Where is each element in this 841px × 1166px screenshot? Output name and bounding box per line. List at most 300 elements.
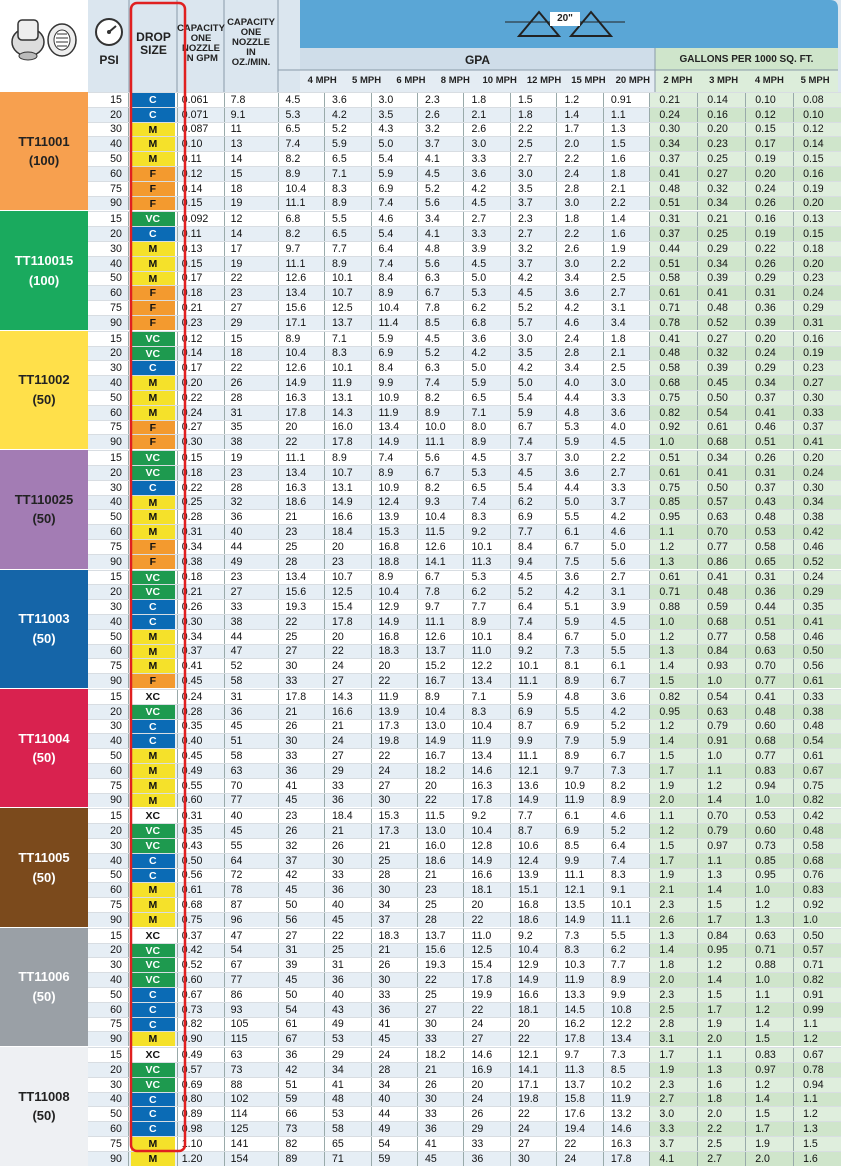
gpa-cell: 8.2 — [417, 481, 463, 495]
gpa-cell: 4.4 — [556, 391, 602, 405]
gpa-cell: 6.2 — [463, 585, 509, 599]
drop-size-badge: M — [131, 883, 175, 897]
drop-size-badge: C — [131, 93, 175, 107]
psi-cell: 90 — [88, 1152, 129, 1166]
gpa-cell: 4.6 — [371, 212, 417, 226]
gpa-cell: 19.3 — [278, 600, 324, 614]
oz-cell: 63 — [224, 1048, 278, 1062]
psi-cell: 50 — [88, 630, 129, 644]
nozzle-group — [0, 928, 841, 1046]
gpa-cell: 9.9 — [510, 734, 556, 748]
table-row — [88, 763, 841, 778]
gpa-cell: 9.9 — [556, 854, 602, 868]
gpa-cell: 34 — [324, 1063, 370, 1077]
table-row — [88, 808, 841, 823]
gpa-cell: 10.9 — [556, 779, 602, 793]
psi-cell: 60 — [88, 1122, 129, 1136]
drop-size-badge: M — [131, 630, 175, 644]
gal1000-cell: 0.58 — [793, 839, 841, 853]
gpa-cell: 16.7 — [417, 674, 463, 688]
gpa-cell: 5.0 — [556, 496, 602, 510]
gpa-cell: 58 — [324, 1122, 370, 1136]
gpm-cell: 0.24 — [177, 690, 224, 704]
drop-size-cell — [129, 376, 177, 390]
gpa-cell: 1.9 — [603, 242, 649, 256]
gpa-cell: 3.6 — [556, 286, 602, 300]
drop-size-cell — [129, 659, 177, 673]
gpa-cell: 5.6 — [603, 555, 649, 569]
gpa-cell: 8.4 — [371, 361, 417, 375]
gpa-cell: 41 — [371, 1018, 417, 1032]
gpa-cell: 40 — [324, 988, 370, 1002]
drop-size-badge: VC — [131, 347, 175, 361]
gpa-cell: 32 — [278, 839, 324, 853]
gpa-cell: 5.9 — [510, 690, 556, 704]
psi-cell: 15 — [88, 929, 129, 943]
gal1000-cell: 0.41 — [793, 435, 841, 449]
gal1000-cell: 0.42 — [793, 525, 841, 539]
gpa-cell: 22 — [278, 435, 324, 449]
gpa-cell: 14.9 — [278, 376, 324, 390]
gpa-cell: 22 — [463, 913, 509, 927]
gpa-cell: 12.6 — [278, 272, 324, 286]
gpa-cell: 6.5 — [278, 123, 324, 137]
gpa-cell: 5.9 — [510, 406, 556, 420]
gpa-cell: 20 — [417, 779, 463, 793]
gpa-cell: 16.8 — [371, 540, 417, 554]
gal1000-cell: 0.39 — [745, 316, 793, 330]
gpm-cell: 0.22 — [177, 391, 224, 405]
drop-size-cell — [129, 1063, 177, 1077]
gal1000-cell: 1.5 — [649, 674, 697, 688]
psi-cell: 75 — [88, 540, 129, 554]
drop-size-cell — [129, 958, 177, 972]
gpa-cell: 12.9 — [510, 958, 556, 972]
gal1000-cell: 0.32 — [697, 182, 745, 196]
gpa-cell: 11.9 — [324, 376, 370, 390]
table-row — [88, 570, 841, 585]
gal1000-cell: 0.21 — [697, 212, 745, 226]
gpa-cell: 4.5 — [603, 435, 649, 449]
table-row — [88, 912, 841, 927]
gal1000-cell: 0.20 — [745, 167, 793, 181]
psi-cell: 15 — [88, 690, 129, 704]
nozzle-label — [0, 689, 88, 807]
gpa-cell: 10.1 — [324, 361, 370, 375]
psi-cell: 30 — [88, 361, 129, 375]
gpa-cell: 10.3 — [556, 958, 602, 972]
drop-size-badge: M — [131, 898, 175, 912]
psi-cell: 30 — [88, 958, 129, 972]
gpa-cell: 8.2 — [278, 227, 324, 241]
table-row — [88, 226, 841, 241]
gal1000-cell: 0.16 — [793, 167, 841, 181]
gal1000-cell: 0.52 — [793, 555, 841, 569]
gal1000-cell: 1.0 — [697, 749, 745, 763]
gpa-cell: 8.0 — [463, 421, 509, 435]
gpa-cell: 17.8 — [556, 1032, 602, 1046]
oz-cell: 38 — [224, 435, 278, 449]
gpa-cell: 3.9 — [463, 242, 509, 256]
nozzle-tip-icon — [6, 10, 82, 66]
gpa-cell: 6.1 — [556, 809, 602, 823]
gpa-cell: 1.2 — [556, 93, 602, 107]
table-row — [88, 450, 841, 465]
gpa-cell: 41 — [417, 1137, 463, 1151]
gpa-cell: 6.7 — [556, 630, 602, 644]
gpa-cell: 4.5 — [603, 615, 649, 629]
oz-cell: 105 — [224, 1018, 278, 1032]
gpa-cell: 3.0 — [510, 332, 556, 346]
gal1000-cell: 1.5 — [745, 1032, 793, 1046]
gal1000-cell: 0.33 — [793, 690, 841, 704]
drop-size-cell — [129, 421, 177, 435]
gpa-cell: 13.2 — [603, 1107, 649, 1121]
gal1000-cell: 0.68 — [697, 435, 745, 449]
drop-size-badge: VC — [131, 705, 175, 719]
gpa-cell: 6.4 — [371, 242, 417, 256]
drop-size-cell — [129, 1122, 177, 1136]
oz-cell: 78 — [224, 883, 278, 897]
gal1000-cell: 0.67 — [793, 764, 841, 778]
oz-cell: 22 — [224, 361, 278, 375]
gpa-cell: 25 — [417, 988, 463, 1002]
gpa-cell: 27 — [417, 1003, 463, 1017]
drop-size-badge: M — [131, 749, 175, 763]
table-row — [88, 673, 841, 688]
table-row — [88, 957, 841, 972]
gal1000-cell: 0.41 — [745, 406, 793, 420]
table-row — [88, 644, 841, 659]
gpa-cell: 9.7 — [278, 242, 324, 256]
gal1000-cell: 0.20 — [697, 123, 745, 137]
gpm-cell: 0.31 — [177, 809, 224, 823]
gal1000-cell: 1.7 — [697, 1003, 745, 1017]
gpa-cell: 18.8 — [371, 555, 417, 569]
gal1000-cell: 1.0 — [649, 435, 697, 449]
gal1000-cell: 1.8 — [697, 1093, 745, 1107]
psi-cell: 90 — [88, 794, 129, 808]
oz-cell: 77 — [224, 973, 278, 987]
table-row — [88, 972, 841, 987]
gal1000-cell: 0.58 — [649, 361, 697, 375]
psi-cell: 90 — [88, 913, 129, 927]
gpa-cell: 8.9 — [324, 197, 370, 211]
drop-size-badge: VC — [131, 1063, 175, 1077]
gpa-cell: 3.0 — [371, 93, 417, 107]
capacity-gpm-header: CAPACITY ONE NOZZLE IN GPM — [177, 23, 225, 64]
gal1000-cell: 1.1 — [697, 854, 745, 868]
gpa-cell: 9.7 — [556, 1048, 602, 1062]
gpa-cell: 11.9 — [463, 734, 509, 748]
gpa-cell: 21 — [417, 1063, 463, 1077]
gpm-cell: 0.34 — [177, 630, 224, 644]
gpa-cell: 66 — [278, 1107, 324, 1121]
gpa-cell: 33 — [278, 749, 324, 763]
drop-size-badge: M — [131, 152, 175, 166]
gpa-speed-header: 10 MPH — [482, 75, 517, 87]
gpa-cell: 15.6 — [417, 944, 463, 958]
gal1000-cell: 1.1 — [649, 525, 697, 539]
drop-size-badge: F — [131, 435, 175, 449]
gpm-cell: 0.98 — [177, 1122, 224, 1136]
gpa-cell: 1.7 — [556, 123, 602, 137]
gal1000-cell: 1.5 — [649, 749, 697, 763]
gpa-cell: 18.1 — [510, 1003, 556, 1017]
gpa-cell: 22 — [324, 645, 370, 659]
gal1000-cell: 0.21 — [649, 93, 697, 107]
gal1000-cell: 0.91 — [697, 734, 745, 748]
psi-cell: 75 — [88, 659, 129, 673]
gpa-cell: 18.3 — [371, 645, 417, 659]
gpa-cell: 6.9 — [371, 347, 417, 361]
gal1000-cell: 0.31 — [745, 286, 793, 300]
psi-cell: 50 — [88, 749, 129, 763]
drop-size-badge: F — [131, 182, 175, 196]
drop-size-cell — [129, 286, 177, 300]
gpa-cell: 2.2 — [603, 257, 649, 271]
gpa-cell: 8.7 — [510, 824, 556, 838]
gpm-cell: 0.35 — [177, 720, 224, 734]
drop-size-badge: F — [131, 316, 175, 330]
gpa-cell: 6.7 — [603, 749, 649, 763]
gpa-cell: 14.9 — [556, 913, 602, 927]
gpa-cell: 15.6 — [278, 585, 324, 599]
gpa-cell: 5.7 — [510, 316, 556, 330]
gal1000-cell: 0.60 — [745, 720, 793, 734]
nozzle-mesh: (100) — [28, 272, 60, 288]
gpa-cell: 3.3 — [603, 391, 649, 405]
gal1000-cell: 0.14 — [793, 137, 841, 151]
table-row — [88, 1106, 841, 1121]
gpa-cell: 3.0 — [603, 376, 649, 390]
gpa-cell: 16.3 — [278, 391, 324, 405]
gal1000-cell: 0.36 — [745, 301, 793, 315]
gpa-cell: 5.0 — [371, 137, 417, 151]
oz-cell: 102 — [224, 1093, 278, 1107]
gal1000-cell: 0.63 — [697, 705, 745, 719]
psi-cell: 40 — [88, 734, 129, 748]
gal1000-cell: 0.19 — [793, 347, 841, 361]
gal1000-cell: 0.77 — [745, 674, 793, 688]
gpa-cell: 22 — [510, 1032, 556, 1046]
gpa-cell: 5.5 — [324, 212, 370, 226]
drop-size-badge: C — [131, 615, 175, 629]
gpa-cell: 2.1 — [463, 108, 509, 122]
gpa-speed-header: 5 MPH — [352, 75, 382, 87]
gal1000-cell: 1.2 — [649, 720, 697, 734]
gpa-cell: 16.3 — [603, 1137, 649, 1151]
drop-size-cell — [129, 674, 177, 688]
gpa-cell: 16.7 — [417, 749, 463, 763]
gpa-cell: 4.2 — [510, 272, 556, 286]
gpm-cell: 0.31 — [177, 525, 224, 539]
drop-size-cell — [129, 734, 177, 748]
drop-size-badge: M — [131, 137, 175, 151]
gal1000-cell: 0.30 — [793, 391, 841, 405]
gal1000-cell: 2.0 — [697, 1107, 745, 1121]
gpa-cell: 22 — [510, 1107, 556, 1121]
gpa-cell: 42 — [278, 1063, 324, 1077]
psi-cell: 15 — [88, 212, 129, 226]
gpa-cell: 10.4 — [510, 944, 556, 958]
table-row — [88, 823, 841, 838]
drop-size-cell — [129, 212, 177, 226]
gpa-cell: 3.7 — [417, 137, 463, 151]
psi-cell: 20 — [88, 108, 129, 122]
gpa-cell: 8.7 — [510, 720, 556, 734]
gal1000-cell: 0.94 — [793, 1078, 841, 1092]
gpa-cell: 9.3 — [417, 496, 463, 510]
gal1000-cell: 0.61 — [649, 466, 697, 480]
table-row — [88, 928, 841, 943]
gal1000-cell: 0.79 — [697, 720, 745, 734]
gal1000-cell: 0.19 — [745, 152, 793, 166]
psi-cell: 20 — [88, 585, 129, 599]
gpa-cell: 14.9 — [510, 973, 556, 987]
psi-cell: 75 — [88, 1137, 129, 1151]
drop-size-cell — [129, 764, 177, 778]
gal1000-cell: 0.95 — [745, 869, 793, 883]
gpa-cell: 10.4 — [371, 301, 417, 315]
gpa-cell: 16.6 — [324, 705, 370, 719]
drop-size-cell — [129, 720, 177, 734]
gpm-cell: 0.30 — [177, 615, 224, 629]
gal1000-cell: 1.7 — [745, 1122, 793, 1136]
gpa-cell: 15.4 — [463, 958, 509, 972]
gpa-cell: 1.5 — [510, 93, 556, 107]
gal-speed-header: 4 MPH — [754, 75, 784, 87]
gpa-cell: 41 — [324, 1078, 370, 1092]
table-row — [88, 1062, 841, 1077]
psi-cell: 50 — [88, 869, 129, 883]
gpa-cell: 26 — [417, 1078, 463, 1092]
psi-cell: 60 — [88, 525, 129, 539]
gpa-cell: 16.9 — [463, 1063, 509, 1077]
gpa-cell: 9.2 — [463, 525, 509, 539]
drop-size-badge: M — [131, 645, 175, 659]
gpa-cell: 37 — [278, 854, 324, 868]
gpa-cell: 34 — [371, 898, 417, 912]
gal1000-cell: 0.63 — [697, 510, 745, 524]
gpa-cell: 8.9 — [463, 615, 509, 629]
gpa-cell: 11.1 — [278, 257, 324, 271]
gpm-cell: 0.73 — [177, 1003, 224, 1017]
drop-size-badge: C — [131, 481, 175, 495]
gpa-cell: 9.2 — [510, 929, 556, 943]
gpa-cell: 6.1 — [603, 659, 649, 673]
oz-cell: 115 — [224, 1032, 278, 1046]
gpa-cell: 8.9 — [371, 286, 417, 300]
gal1000-cell: 0.68 — [793, 854, 841, 868]
gal1000-cell: 0.97 — [745, 1063, 793, 1077]
gal1000-cell: 0.95 — [697, 944, 745, 958]
gpa-cell: 3.3 — [463, 152, 509, 166]
gpa-cell: 2.4 — [556, 332, 602, 346]
gpa-cell: 8.9 — [324, 451, 370, 465]
gpa-cell: 11.1 — [556, 869, 602, 883]
drop-size-badge: M — [131, 391, 175, 405]
drop-size-badge: VC — [131, 466, 175, 480]
gpa-cell: 6.5 — [463, 391, 509, 405]
gpm-cell: 0.24 — [177, 406, 224, 420]
gal1000-cell: 0.61 — [793, 749, 841, 763]
gpa-cell: 11.1 — [603, 913, 649, 927]
oz-cell: 154 — [224, 1152, 278, 1166]
gpa-cell: 24 — [324, 734, 370, 748]
psi-cell: 50 — [88, 988, 129, 1002]
gpa-cell: 7.1 — [463, 690, 509, 704]
drop-size-badge: F — [131, 197, 175, 211]
gal1000-cell: 0.29 — [697, 242, 745, 256]
gal1000-cell: 0.50 — [793, 645, 841, 659]
gpa-cell: 4.5 — [510, 466, 556, 480]
gal1000-cell: 1.3 — [649, 929, 697, 943]
drop-size-header: DROP SIZE — [136, 30, 171, 57]
gpa-cell: 22 — [463, 1003, 509, 1017]
gpa-cell: 6.7 — [417, 571, 463, 585]
gal1000-cell: 0.56 — [793, 659, 841, 673]
gpa-cell: 3.6 — [463, 167, 509, 181]
gal1000-cell: 0.37 — [649, 152, 697, 166]
gpa-cell: 2.2 — [603, 451, 649, 465]
gpa-cell: 6.1 — [556, 525, 602, 539]
gal1000-cell: 0.34 — [697, 257, 745, 271]
gpa-cell: 1.4 — [556, 108, 602, 122]
gal1000-cell: 0.38 — [793, 705, 841, 719]
gpa-cell: 13.7 — [556, 1078, 602, 1092]
gal1000-cell: 1.2 — [649, 540, 697, 554]
gal1000-cell: 0.31 — [649, 212, 697, 226]
gpa-cell: 20 — [463, 1078, 509, 1092]
gpa-speed-header: 6 MPH — [396, 75, 426, 87]
gpa-cell: 9.4 — [510, 555, 556, 569]
gpa-cell: 45 — [417, 1152, 463, 1166]
drop-size-cell — [129, 794, 177, 808]
gal1000-cell: 1.0 — [745, 973, 793, 987]
psi-cell: 60 — [88, 286, 129, 300]
table-row — [88, 465, 841, 480]
gpa-cell: 11.9 — [603, 1093, 649, 1107]
gpa-cell: 65 — [324, 1137, 370, 1151]
gpa-cell: 5.9 — [371, 167, 417, 181]
gpa-cell: 49 — [324, 1018, 370, 1032]
gpa-cell: 6.3 — [417, 361, 463, 375]
gpa-cell: 7.8 — [417, 585, 463, 599]
psi-cell: 20 — [88, 347, 129, 361]
gpa-cell: 13.1 — [324, 481, 370, 495]
gal1000-header: GALLONS PER 1000 SQ. FT. — [679, 53, 814, 65]
gal1000-cell: 2.7 — [649, 1093, 697, 1107]
gpa-cell: 11.1 — [417, 615, 463, 629]
gpm-cell: 0.43 — [177, 839, 224, 853]
psi-cell: 15 — [88, 809, 129, 823]
gpa-cell: 3.1 — [603, 301, 649, 315]
psi-cell: 40 — [88, 615, 129, 629]
gal1000-cell: 1.4 — [697, 973, 745, 987]
gpm-cell: 0.11 — [177, 227, 224, 241]
gpa-cell: 19.9 — [463, 988, 509, 1002]
gpm-cell: 0.18 — [177, 286, 224, 300]
gpm-cell: 0.75 — [177, 913, 224, 927]
gpa-cell: 5.2 — [417, 182, 463, 196]
gal1000-cell: 0.61 — [649, 571, 697, 585]
gal1000-cell: 0.34 — [649, 137, 697, 151]
gpm-cell: 0.56 — [177, 869, 224, 883]
drop-size-cell — [129, 1078, 177, 1092]
gpa-cell: 45 — [278, 973, 324, 987]
gpm-cell: 0.68 — [177, 898, 224, 912]
